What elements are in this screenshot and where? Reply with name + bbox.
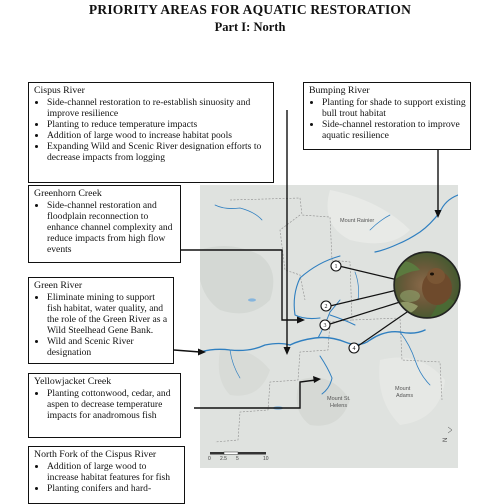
map-label-mount-adams-line1: Mount <box>395 386 411 392</box>
lake <box>248 298 256 301</box>
leader-green <box>174 350 200 352</box>
site-marker <box>320 320 330 330</box>
svg-text:1: 1 <box>334 264 338 270</box>
site-marker <box>331 261 341 271</box>
site-marker <box>349 343 359 353</box>
scale-label: 5 <box>236 456 239 462</box>
callout-heading: North Fork of the Cispus River <box>34 449 157 460</box>
map-label-mount-adams-line2: Adams <box>396 393 414 399</box>
callout-heading: Cispus River <box>34 85 85 96</box>
svg-text:2: 2 <box>324 304 328 310</box>
callout-heading: Greenhorn Creek <box>34 188 102 199</box>
svg-text:N: N <box>443 437 449 442</box>
map-label-mount-rainier: Mount Rainier <box>340 218 375 224</box>
map-label-mount-st-helens-line1: Mount St. <box>327 396 351 402</box>
scale-segment <box>238 452 266 455</box>
wildlife-photo <box>394 252 460 318</box>
callout-item: • Planting to reduce temperature impacts <box>47 119 269 130</box>
callout-item: • Side-channel restoration to improve aquatic resilience <box>322 119 466 141</box>
callout-item: • Expanding Wild and Scenic River designation efforts to decrease impacts from logging <box>47 141 269 163</box>
callout-item: • Planting for shade to support existing bull trout habitat <box>322 97 466 119</box>
site-marker <box>321 301 331 311</box>
page-title: PRIORITY AREAS FOR AQUATIC RESTORATION <box>88 2 412 17</box>
callout-item: • Eliminate mining to support fish habitat, water quality, and the role of the Green River as a Wild Steelhead Gene Bank. <box>47 292 169 336</box>
callout-heading: Green River <box>34 280 83 291</box>
callout-item: • Side-channel restoration to re-establish sinuosity and improve resilience <box>47 97 269 119</box>
callout-cispus-river <box>28 82 274 183</box>
callout-green-river <box>28 277 174 364</box>
callout-item: • Addition of large wood to increase habitat features for fish <box>47 461 180 483</box>
callout-heading: Yellowjacket Creek <box>34 376 112 387</box>
callout-north-fork-cispus <box>28 446 185 504</box>
callout-heading: Bumping River <box>309 85 370 96</box>
page-subtitle: Part I: North <box>214 20 286 34</box>
callout-item: • Side-channel restoration and floodplain reconnection to enhance channel complexity and reduce impacts from high flow events <box>47 200 176 255</box>
callout-item: • Planting cottonwood, cedar, and aspen to decrease temperature impacts for anadromous fish <box>47 388 176 421</box>
callout-yellowjacket-creek <box>28 373 181 438</box>
svg-text:3: 3 <box>323 323 327 329</box>
callout-item: • Wild and Scenic River designation <box>47 336 169 358</box>
scale-segment <box>210 452 224 455</box>
scale-label: 2.5 <box>220 456 227 462</box>
scale-label: 10 <box>263 456 269 462</box>
svg-text:4: 4 <box>352 346 356 352</box>
scale-segment <box>224 452 238 455</box>
callout-item: • Addition of large wood to increase habitat pools <box>47 130 269 141</box>
scale-label: 0 <box>208 456 211 462</box>
callout-greenhorn-creek <box>28 185 181 263</box>
callout-bumping-river <box>303 82 471 150</box>
map-label-mount-st-helens-line2: Helens <box>330 403 348 409</box>
callout-item: • Planting conifers and hard- <box>47 483 180 494</box>
